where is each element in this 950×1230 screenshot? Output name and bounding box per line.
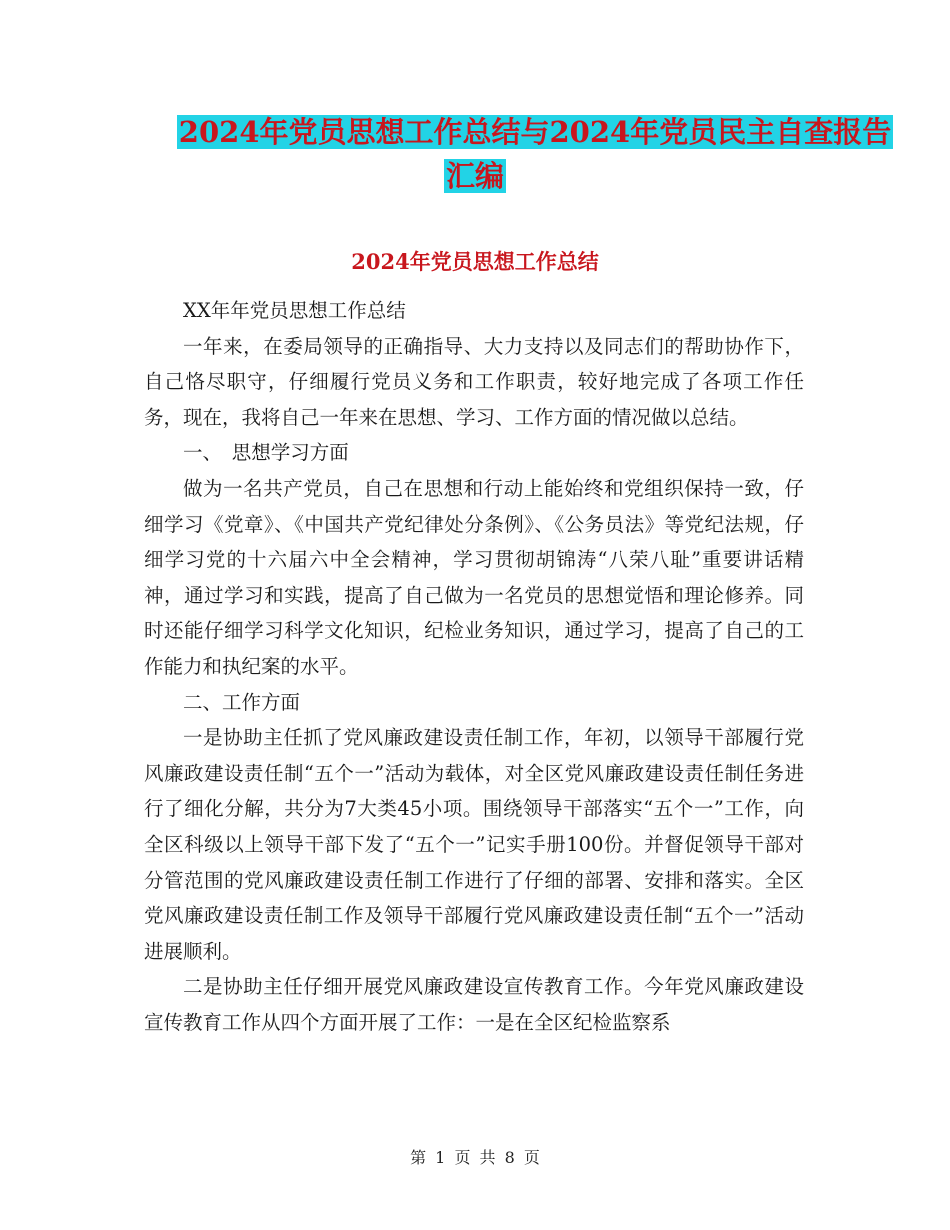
page-footer: 第 1 页 共 8 页 bbox=[410, 1148, 540, 1167]
document-title-line-1 bbox=[60, 110, 950, 154]
document-title-line-2 bbox=[0, 154, 950, 198]
section-heading-work: 二、工作方面 bbox=[183, 690, 301, 714]
section-heading-thought: 一、 思想学习方面 bbox=[183, 441, 349, 465]
document-title-text-1: 2024年党员思想工作总结与2024年党员民主自查报告 bbox=[178, 115, 892, 149]
paragraph: 做为一名共产党员，自己在思想和行动上能始终和党组织保持一致，仔细学习《党章》、《中国共产党纪律处分条例》、《公务员法》等党纪法规，仔细学习党的十六届六中全会精神，学习贯彻胡锦涛“八荣八耻”重要讲话精神，通过学习和实践，提高了自己做为一名党员的思想觉悟和理论修养。同时还能仔细学习科学文化知识，纪检业务知识，通过学习，提高了自己的工作能力和执纪案的水平。 bbox=[144, 476, 804, 678]
paragraph: 一年来，在委局领导的正确指导、大力支持以及同志们的帮助协作下，自己恪尽职守，仔细履行党员义务和工作职责，较好地完成了各项工作任务，现在，我将自己一年来在思想、学习、工作方面的情况做以总结。 bbox=[144, 334, 804, 429]
document-title-text-2: 汇编 bbox=[445, 159, 504, 193]
paragraph-heading: XX年年党员思想工作总结 bbox=[183, 299, 406, 322]
section-title: 2024年党员思想工作总结 bbox=[351, 249, 599, 274]
paragraph: 二是协助主任仔细开展党风廉政建设宣传教育工作。今年党风廉政建设宣传教育工作从四个方面开展了工作：一是在全区纪检监察系 bbox=[144, 975, 804, 1034]
document-body bbox=[144, 293, 804, 1040]
paragraph: 一是协助主任抓了党风廉政建设责任制工作，年初，以领导干部履行党风廉政建设责任制“五个一”活动为载体，对全区党风廉政建设责任制任务进行了细化分解，共分为7大类45小项。围绕领导干部落实“五个一”工作，向全区科级以上领导干部下发了“五个一”记实手册100份。并督促领导干部对分管范围的党风廉政建设责任制工作进行了仔细的部署、安排和落实。全区党风廉政建设责任制工作及领导干部履行党风廉政建设责任制“五个一”活动进展顺利。 bbox=[144, 726, 804, 963]
